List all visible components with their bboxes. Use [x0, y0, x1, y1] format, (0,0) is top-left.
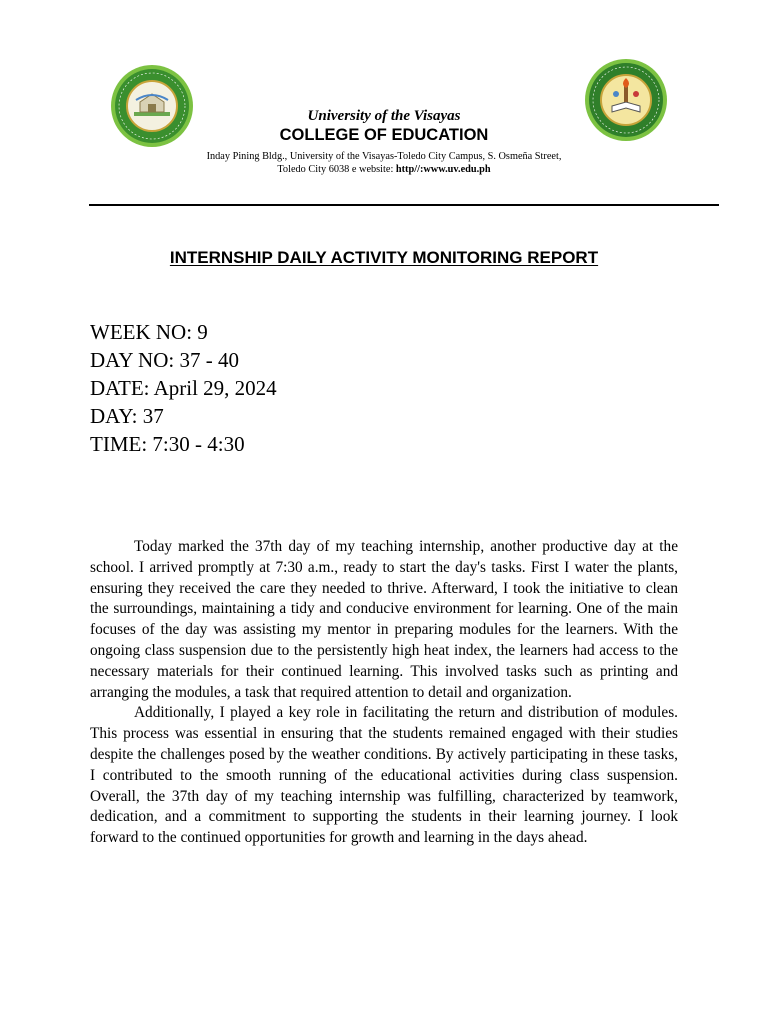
report-title: INTERNSHIP DAILY ACTIVITY MONITORING REPORT: [169, 248, 599, 267]
report-day: DAY: 37: [90, 404, 164, 428]
website-link[interactable]: http//:www.uv.edu.ph: [395, 164, 491, 175]
paragraph: Today marked the 37th day of my teaching internship, another productive day at the school. I arrived promptly at 7:30 a.m., ready to start the day's tasks. First I water the plants, ensuring they received the care they needed to thrive. Afterward, I took the initiative to clean the surroundings, maintaining a tidy and conducive environment for learning. One of the main focuses of the day was assisting my mentor in preparing modules for the learners. With the ongoing class suspension due to the persistently high heat index, the learners had access to the necessary materials for their continued learning. This involved tasks such as printing and arranging the modules, a task that required attention to detail and organization.: [90, 538, 678, 701]
report-date: DATE: April 29, 2024: [90, 376, 277, 400]
address-line-2-text: Toledo City 6038 e website:: [277, 164, 396, 175]
university-name: University of the Visayas: [307, 108, 461, 124]
address-line-1: Inday Pining Bldg., University of the Visayas-Toledo City Campus, S. Osmeña Street,: [206, 151, 562, 162]
report-time: TIME: 7:30 - 4:30: [90, 432, 245, 456]
address-line-2: [0, 164, 768, 175]
header-divider: [89, 204, 719, 206]
week-number: WEEK NO: 9: [90, 320, 208, 344]
college-name: COLLEGE OF EDUCATION: [279, 126, 489, 144]
day-number: DAY NO: 37 - 40: [90, 348, 239, 372]
paragraph: Additionally, I played a key role in facilitating the return and distribution of modules. This process was essential in ensuring that the students remained engaged with their studies despite the challenges posed by the weather conditions. By actively participating in these tasks, I contributed to the smooth running of the educational activities during class suspension. Overall, the 37th day of my teaching internship was fulfilling, characterized by teamwork, dedication, and a commitment to supporting the students in their learning journey. I look forward to the continued opportunities for growth and learning in the days ahead.: [90, 704, 678, 847]
report-meta: [90, 318, 277, 458]
report-body: [90, 537, 678, 849]
